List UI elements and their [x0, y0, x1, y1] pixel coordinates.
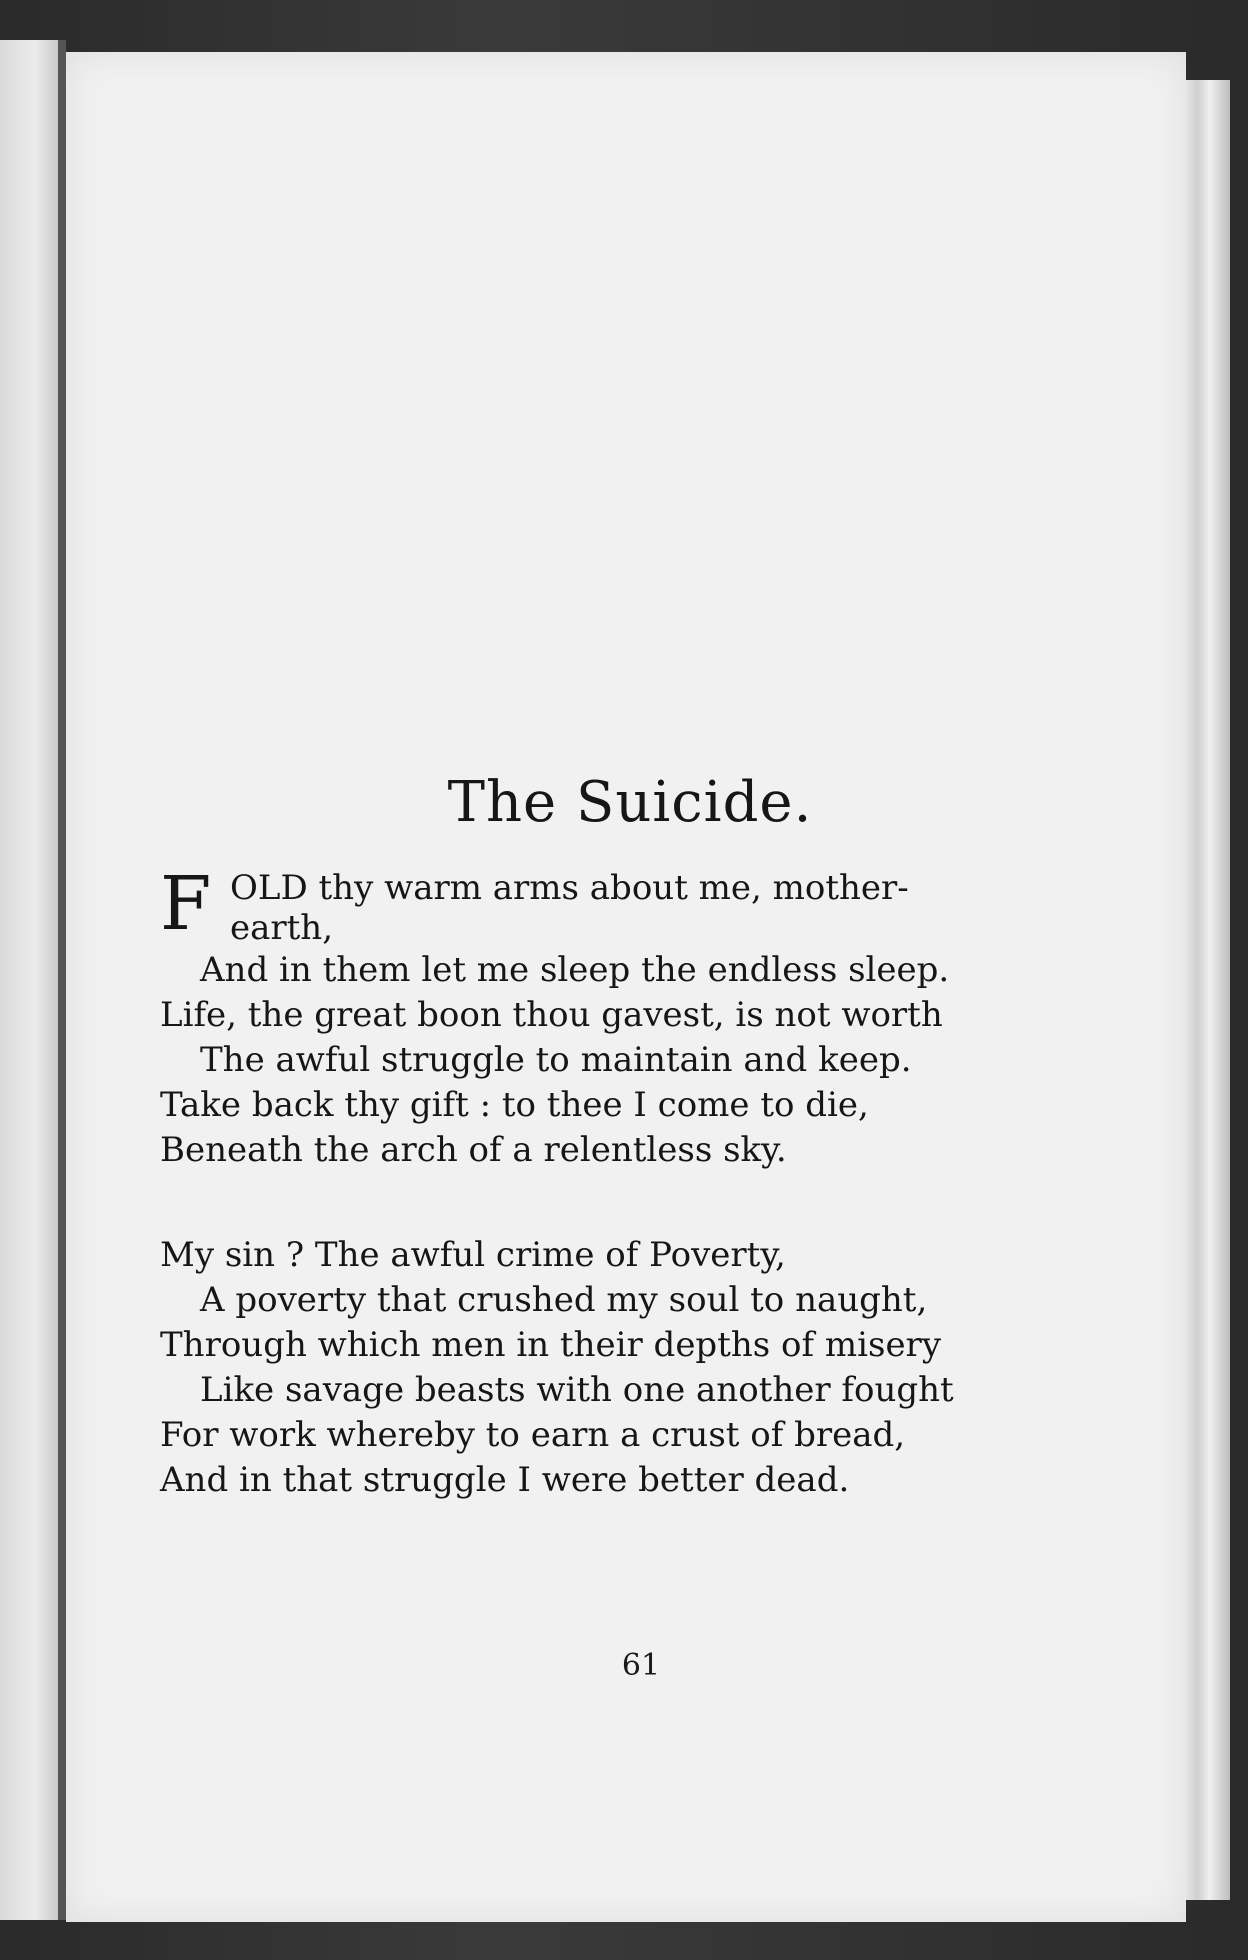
drop-cap: F	[160, 860, 212, 947]
first-line-continuation: earth,	[230, 907, 334, 948]
first-line-text: OLD thy warm arms about me, mother-	[230, 867, 909, 908]
poem-line: My sin ? The awful crime of Poverty,	[160, 1234, 786, 1275]
stanza-2	[160, 1233, 1060, 1503]
poem-line: For work whereby to earn a crust of bread,	[160, 1414, 906, 1455]
poem-line: And in them let me sleep the endless sleep.	[200, 949, 950, 990]
poem-line: The awful struggle to maintain and keep.	[200, 1039, 912, 1080]
poem-line: And in that struggle I were better dead.	[160, 1459, 850, 1500]
poem-title: The Suicide.	[447, 770, 813, 835]
poem-line: Life, the great boon thou gavest, is not worth	[160, 994, 943, 1035]
poem-line: Beneath the arch of a relentless sky.	[160, 1129, 787, 1170]
poem-line: A poverty that crushed my soul to naught,	[200, 1279, 928, 1320]
page-number: 61	[621, 1648, 661, 1683]
page-stack-edge	[1184, 80, 1230, 1900]
stanza-1	[160, 860, 1060, 1173]
poem-line: Take back thy gift : to thee I come to die,	[160, 1084, 869, 1125]
first-line	[160, 860, 1060, 948]
book-page	[66, 52, 1186, 1922]
poem-line: Like savage beasts with one another fought	[200, 1369, 954, 1410]
poem-line: Through which men in their depths of misery	[160, 1324, 942, 1365]
poem	[160, 772, 1060, 1563]
facing-page-edge	[0, 40, 66, 1920]
